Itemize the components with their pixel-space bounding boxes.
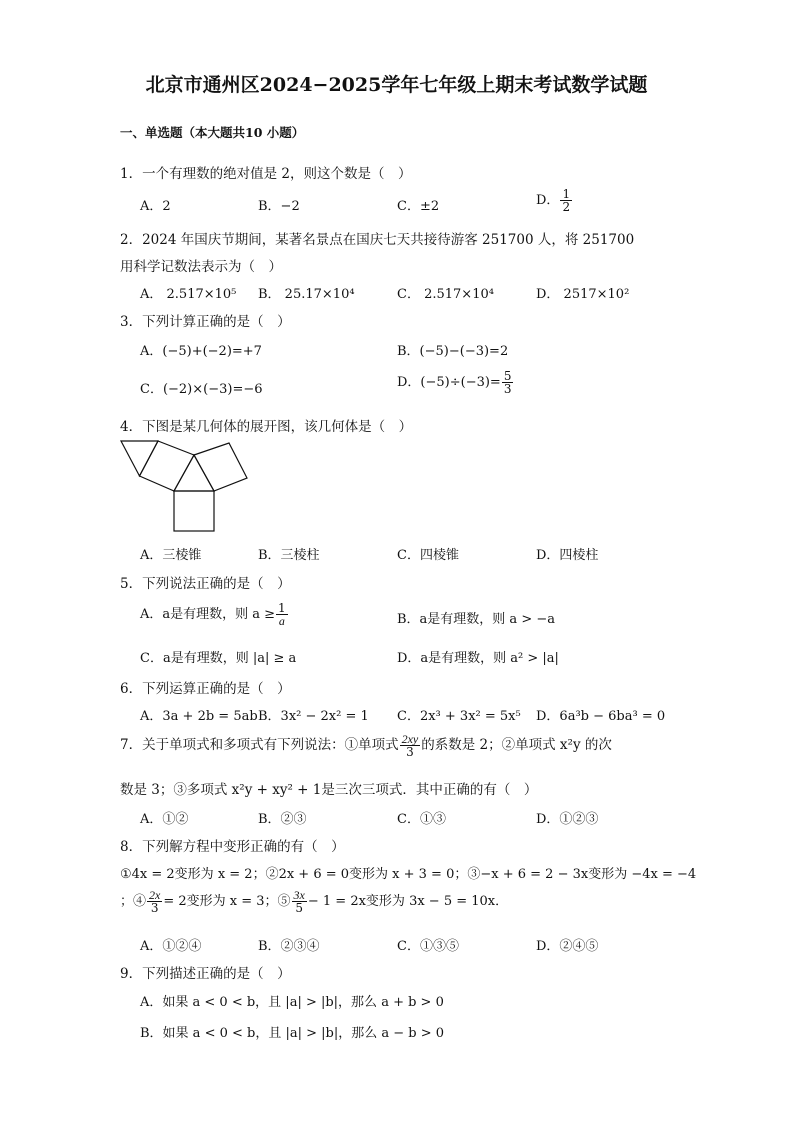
q7-option-d: D．①②③ [536,812,599,827]
q1-option-d: D． $\frac{1}{2}$ [536,187,571,214]
q7-option-b: B．②③ [258,812,307,827]
q5-option-b: B．a是有理数，则 a > −a [397,612,555,627]
q1-option-a: A．2 [140,199,171,214]
q5-option-d: D．a是有理数，则 a² > |a| [397,651,559,666]
question-6-stem: 6．下列运算正确的是（ ） [120,681,291,697]
q8-option-b: B．②③④ [258,939,320,954]
net-square-right [194,443,247,491]
q3-option-d: D．(−5)÷(−3)= $\frac{5}{3}$ [397,369,512,396]
q1-option-c: C．±2 [397,199,440,214]
q6-option-c: C．2x³ + 3x² = 5x⁵ [397,709,521,724]
q2-option-b: B． 25.17×10⁴ [258,287,355,302]
question-3-stem: 3．下列计算正确的是（ ） [120,314,291,330]
page-title: 北京市通州区2024−2025学年七年级上期末考试数学试题 [145,74,648,96]
question-8-stem: 8．下列解方程中变形正确的有（ ） [120,839,345,855]
q8-statements-line1: ①4x = 2变形为 x = 2；②2x + 6 = 0变形为 x + 3 = 0；③−x + 6 = 2 − 3x变形为 −4x = −4 [120,867,697,882]
q3-option-c: C．(−2)×(−3)=−6 [140,382,263,397]
question-7-stem-line2: 数是 3；③多项式 x²y + xy² + 1是三次三项式．其中正确的有（ ） [120,782,538,798]
q6-option-d: D．6a³b − 6ba³ = 0 [536,709,666,724]
q1-option-b: B．−2 [258,199,300,214]
question-9-stem: 9．下列描述正确的是（ ） [120,966,291,982]
question-2-stem-line1: 2．2024 年国庆节期间，某著名景点在国庆七天共接待游客 251700 人，将 251700 [120,232,635,248]
q7-option-a: A．①② [140,812,189,827]
section-heading: 一、单选题（本大题共10 小题） [120,125,305,140]
question-4-stem: 4．下图是某几何体的展开图，该几何体是（ ） [120,419,413,435]
q3-option-b: B．(−5)−(−3)=2 [397,344,509,359]
question-2-stem-line2: 用科学记数法表示为（ ） [120,259,282,275]
question-1-stem: 1．一个有理数的绝对值是 2，则这个数是（ ） [120,166,412,182]
q3-option-a: A．(−5)+(−2)=+7 [140,344,262,359]
q5-option-c: C．a是有理数，则 |a| ≥ a [140,651,297,666]
q2-option-c: C． 2.517×10⁴ [397,287,494,302]
net-triangle-top [121,441,158,476]
question-5-stem: 5．下列说法正确的是（ ） [120,576,291,592]
q8-option-a: A．①②④ [140,939,202,954]
net-square-left [140,441,195,491]
q9-option-a: A．如果 a < 0 < b，且 |a| > |b|，那么 a + b > 0 [140,995,444,1010]
net-square-bottom [174,491,214,531]
q2-option-d: D． 2517×10² [536,287,630,302]
q8-statements-line2: ；④ $\frac{2x}{3}$ = 2变形为 x = 3；⑤ $\frac{3x}{5}$ − 1 = 2x变形为 3x − 5 = 10x． [120,888,509,915]
q5-option-a: A．a是有理数，则 a ≥ $\frac{1}{a}$ [140,601,286,628]
q6-option-b: B．3x² − 2x² = 1 [258,709,369,724]
q4-option-d: D．四棱柱 [536,548,599,563]
q8-option-d: D．②④⑤ [536,939,599,954]
q6-option-a: A．3a + 2b = 5ab [140,709,258,724]
q4-option-a: A．三棱锥 [140,548,202,563]
q4-option-b: B．三棱柱 [258,548,320,563]
question-7-stem-line1: 7．关于单项式和多项式有下列说法：①单项式 $\frac{2xy}{3}$ 的系数是 2；②单项式 x²y 的次 [120,732,612,759]
net-diagram [118,438,250,536]
q7-option-c: C．①③ [397,812,446,827]
q4-option-c: C．四棱锥 [397,548,459,563]
q2-option-a: A． 2.517×10⁵ [140,287,237,302]
q8-option-c: C．①③⑤ [397,939,459,954]
net-triangle-center [174,455,214,491]
q9-option-b: B．如果 a < 0 < b，且 |a| > |b|，那么 a − b > 0 [140,1026,445,1041]
